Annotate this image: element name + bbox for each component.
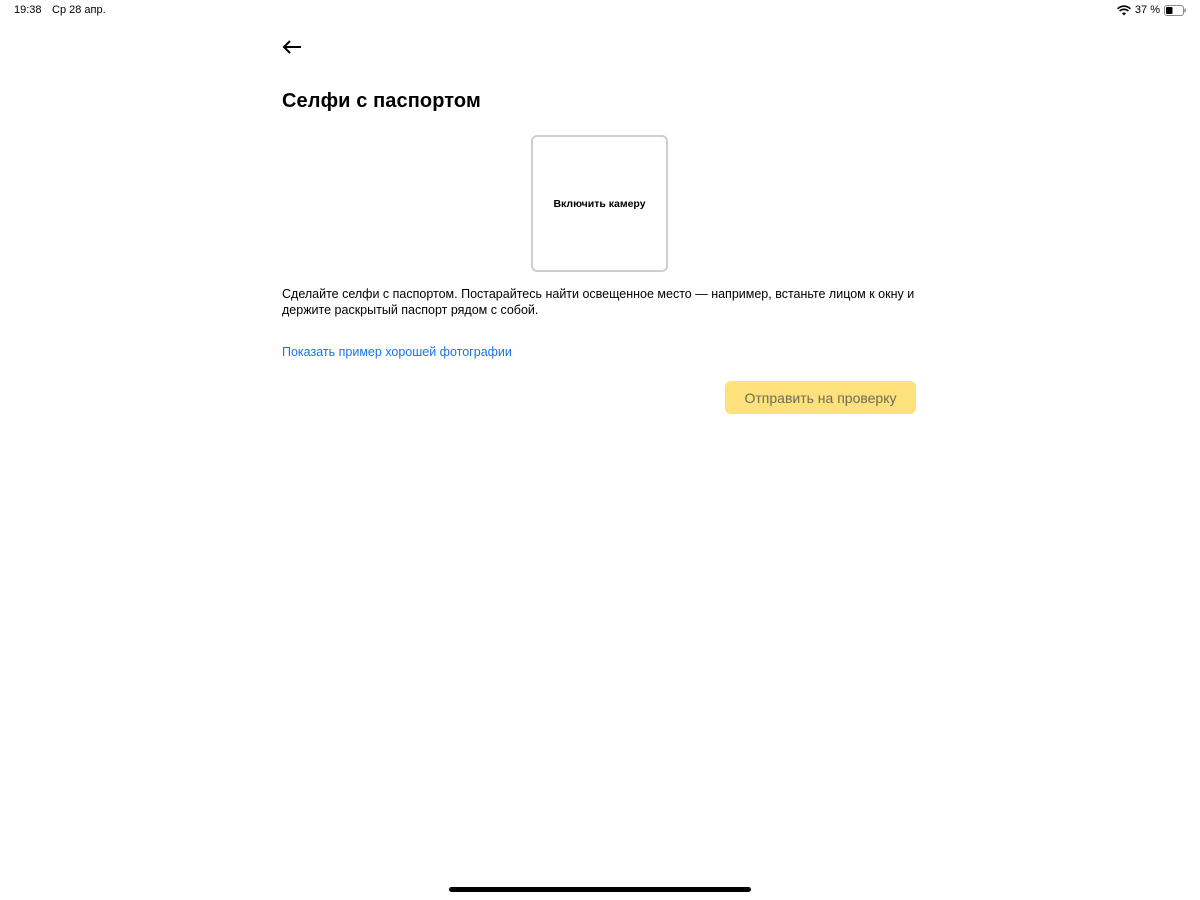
back-button[interactable] [280, 36, 304, 58]
instructions-text: Сделайте селфи с паспортом. Постарайтесь найти освещенное место — например, встаньте лицом к окну и держите раскрытый паспорт рядом с собой. [282, 287, 915, 317]
arrow-left-icon [282, 39, 302, 55]
status-date: Ср 28 апр. [52, 4, 106, 16]
enable-camera-label: Включить камеру [553, 197, 646, 210]
status-right [1117, 0, 1186, 20]
home-indicator [449, 887, 751, 892]
show-example-link[interactable]: Показать пример хорошей фотографии [282, 345, 512, 359]
battery-percent: 37 % [1134, 4, 1160, 16]
status-bar [0, 0, 1200, 22]
wifi-icon [1117, 5, 1131, 16]
battery-icon [1164, 5, 1186, 16]
status-time: 19:38 [14, 4, 42, 16]
submit-for-review-button[interactable]: Отправить на проверку [725, 381, 916, 414]
page-title: Селфи с паспортом [282, 90, 481, 112]
enable-camera-button[interactable] [531, 135, 668, 272]
